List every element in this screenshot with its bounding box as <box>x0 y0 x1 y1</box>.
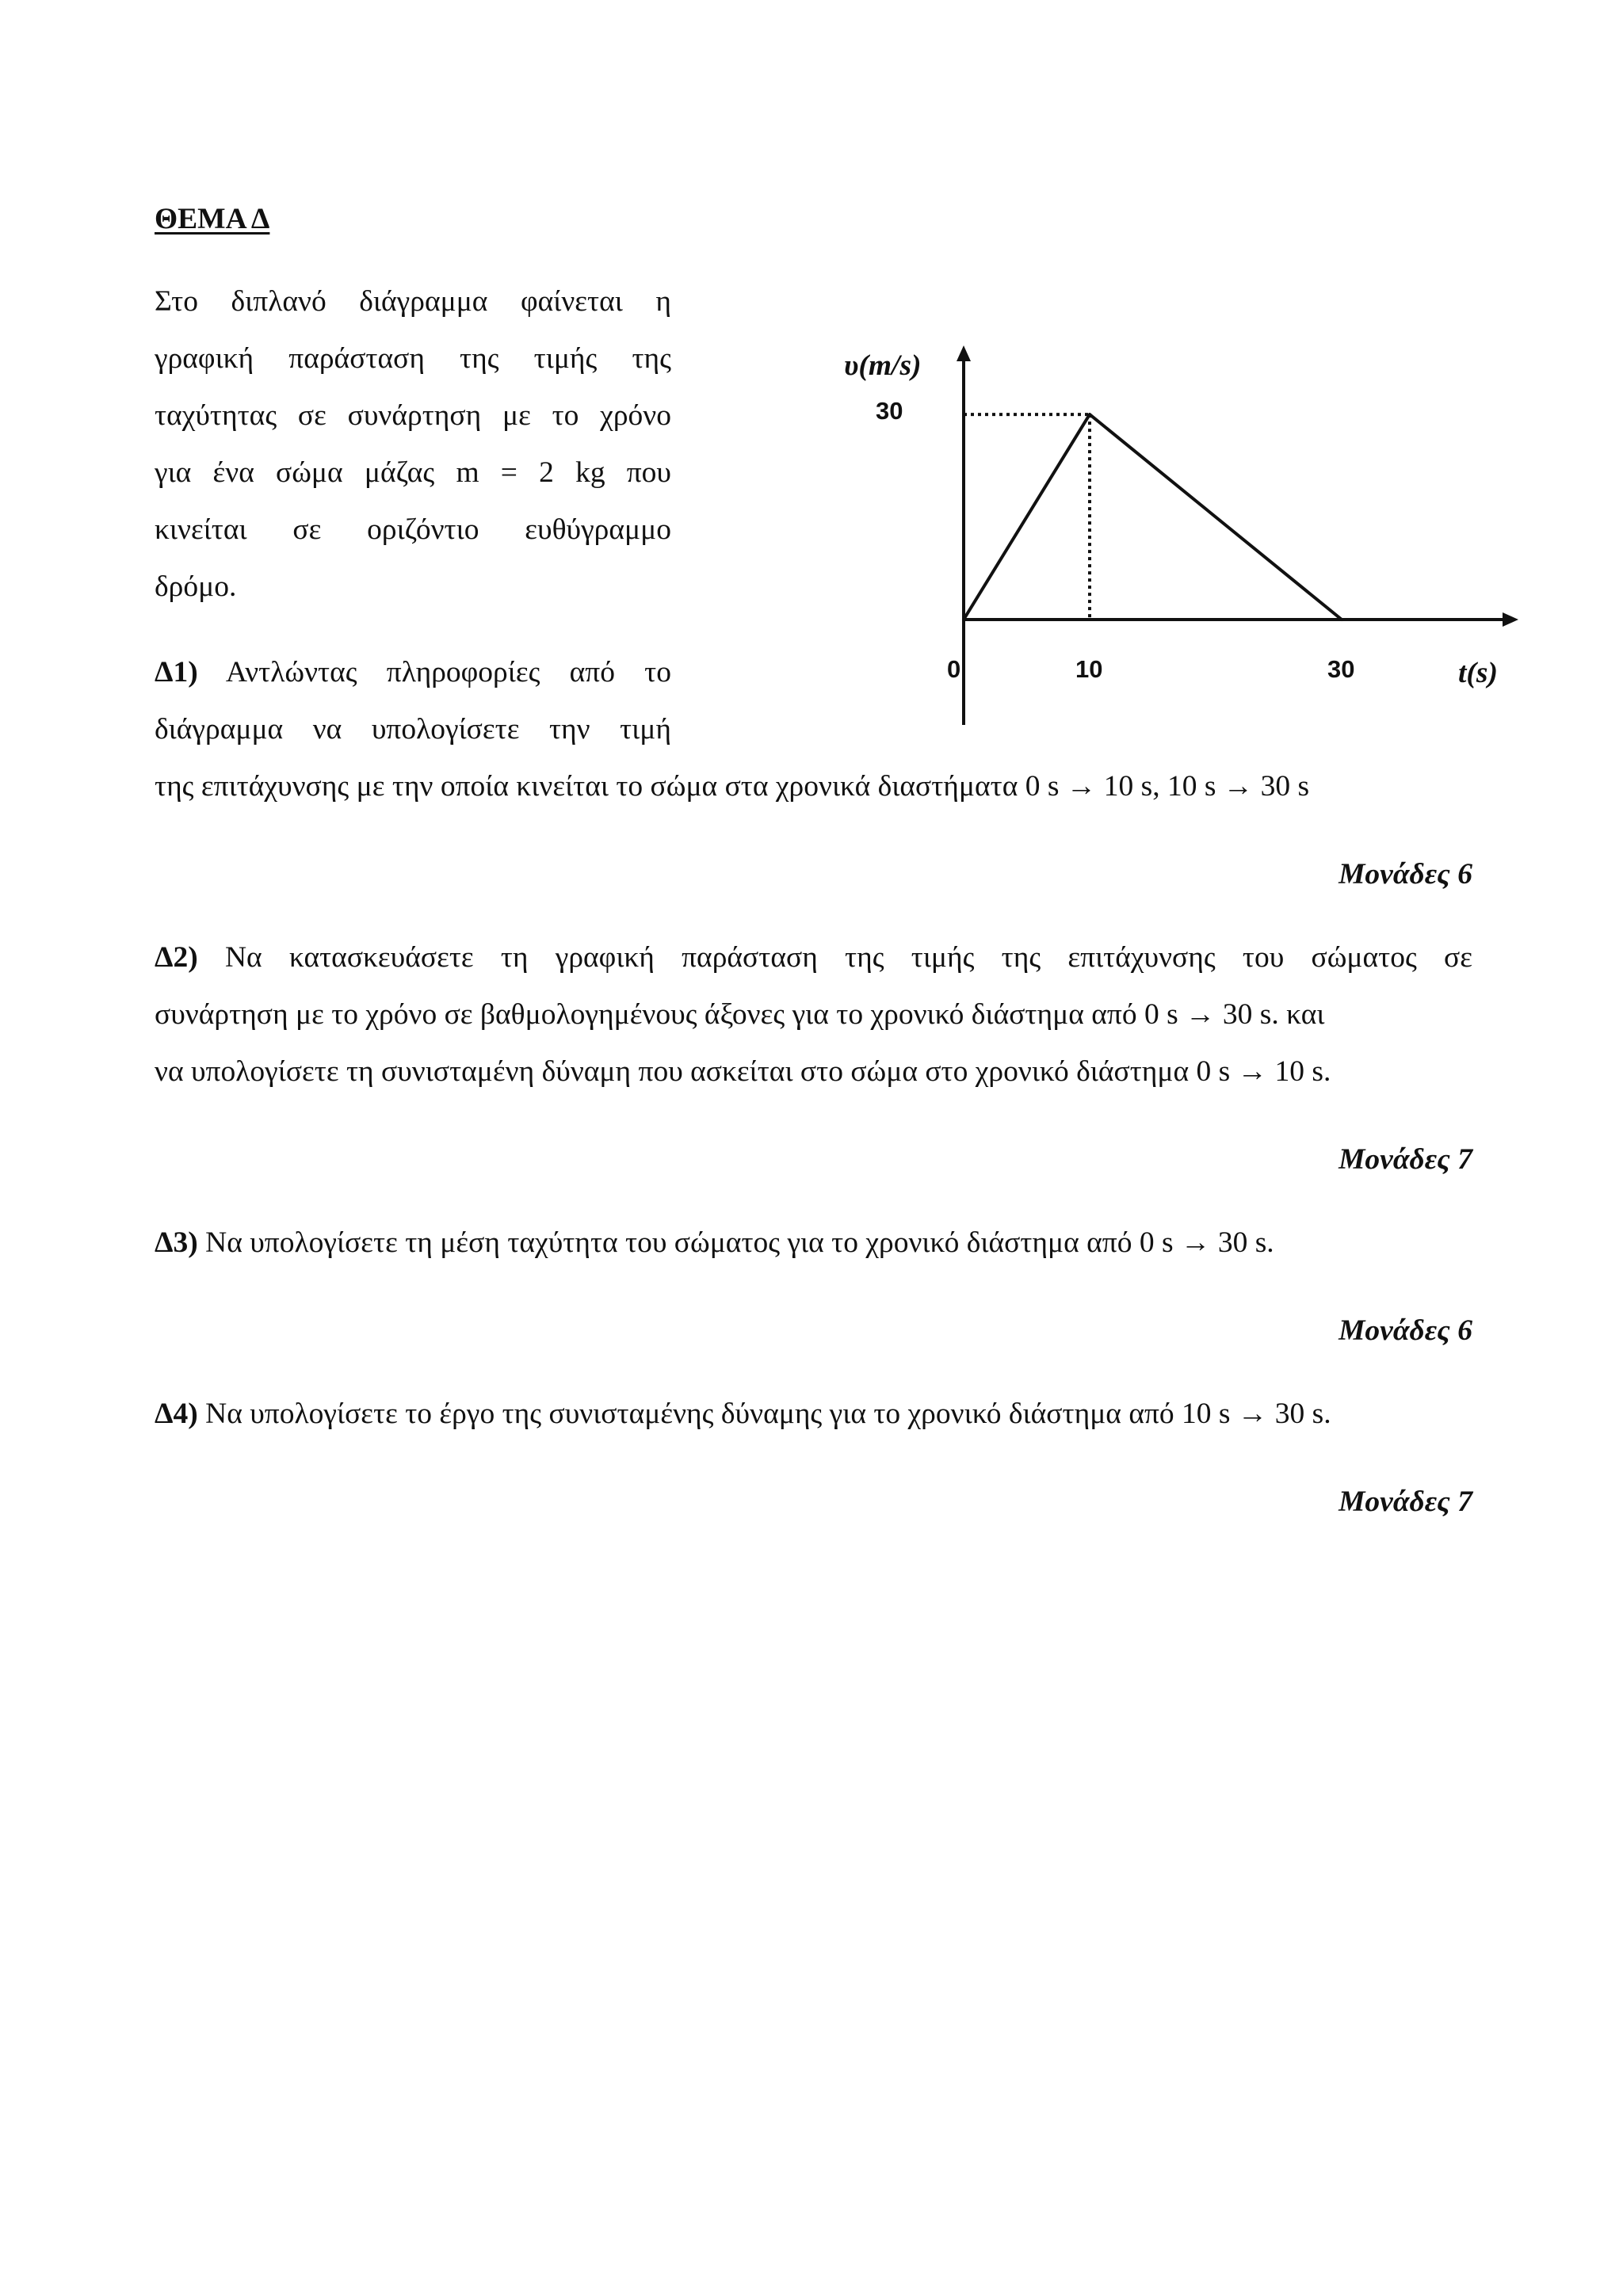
intro-line-3: ταχύτητας σε συνάρτηση με το χρόνο <box>155 399 671 432</box>
d2-line-3: να υπολογίσετε τη συνισταμένη δύναμη που ασκείται στο σώμα στο χρονικό διάστημα 0 s → 10 s. <box>155 1055 1331 1088</box>
d1-text-1: Αντλώντας πληροφορίες από το <box>225 656 672 688</box>
intro-line-5: κινείται σε οριζόντιο ευθύγραμμο <box>155 513 671 546</box>
x-axis-arrow <box>1503 612 1518 627</box>
d4-marks: Μονάδες 7 <box>1338 1486 1472 1518</box>
intro-line-6: δρόμο. <box>155 570 237 603</box>
section-title: ΘΕΜΑ Δ <box>155 203 270 235</box>
d1-line-2: διάγραμμα να υπολογίσετε την τιμή <box>155 713 671 746</box>
y-axis-arrow <box>957 345 971 361</box>
d4-text: Να υπολογίσετε το έργο της συνισταμένης δύναμης για το χρονικό διάστημα από 10 s → 30 s. <box>205 1398 1331 1430</box>
y-tick-label-30: 30 <box>876 397 903 425</box>
d3-marks: Μονάδες 6 <box>1338 1314 1472 1347</box>
x-tick-label-10: 10 <box>1075 655 1103 683</box>
d3-text: Να υπολογίσετε τη μέση ταχύτητα του σώματος για το χρονικό διάστημα από 0 s → 30 s. <box>205 1226 1274 1259</box>
x-axis-label: t(s) <box>1458 657 1498 689</box>
y-axis-label: υ(m/s) <box>844 349 922 382</box>
velocity-segment-2 <box>1090 414 1342 620</box>
intro-line-4: για ένα σώμα μάζας m = 2 kg που <box>155 456 671 489</box>
d2-marks: Μονάδες 7 <box>1338 1143 1472 1176</box>
intro-line-1: Στο διπλανό διάγραμμα φαίνεται η <box>155 285 671 318</box>
x-tick-label-30: 30 <box>1327 655 1355 683</box>
d2-line-2: συνάρτηση με το χρόνο σε βαθμολογημένους άξονες για το χρονικό διάστημα από 0 s → 30 s. και <box>155 998 1325 1031</box>
d2-text-1: Να κατασκευάσετε τη γραφική παράσταση της τιμής της επιτάχυνσης του σώματος σε <box>224 941 1472 974</box>
d1-label: Δ1) <box>155 656 198 688</box>
d1-line-3: της επιτάχυνσης με την οποία κινείται το σώμα στα χρονικά διαστήματα 0 s → 10 s, 10 s → 30 s <box>155 770 1310 803</box>
d2-label: Δ2) <box>155 941 198 974</box>
d1-marks: Μονάδες 6 <box>1338 858 1472 891</box>
d4-label: Δ4) <box>155 1398 198 1430</box>
velocity-segment-1 <box>964 414 1090 620</box>
d3-label: Δ3) <box>155 1226 198 1259</box>
x-tick-label-0: 0 <box>947 655 961 683</box>
intro-line-2: γραφική παράσταση της τιμής της <box>155 342 671 375</box>
